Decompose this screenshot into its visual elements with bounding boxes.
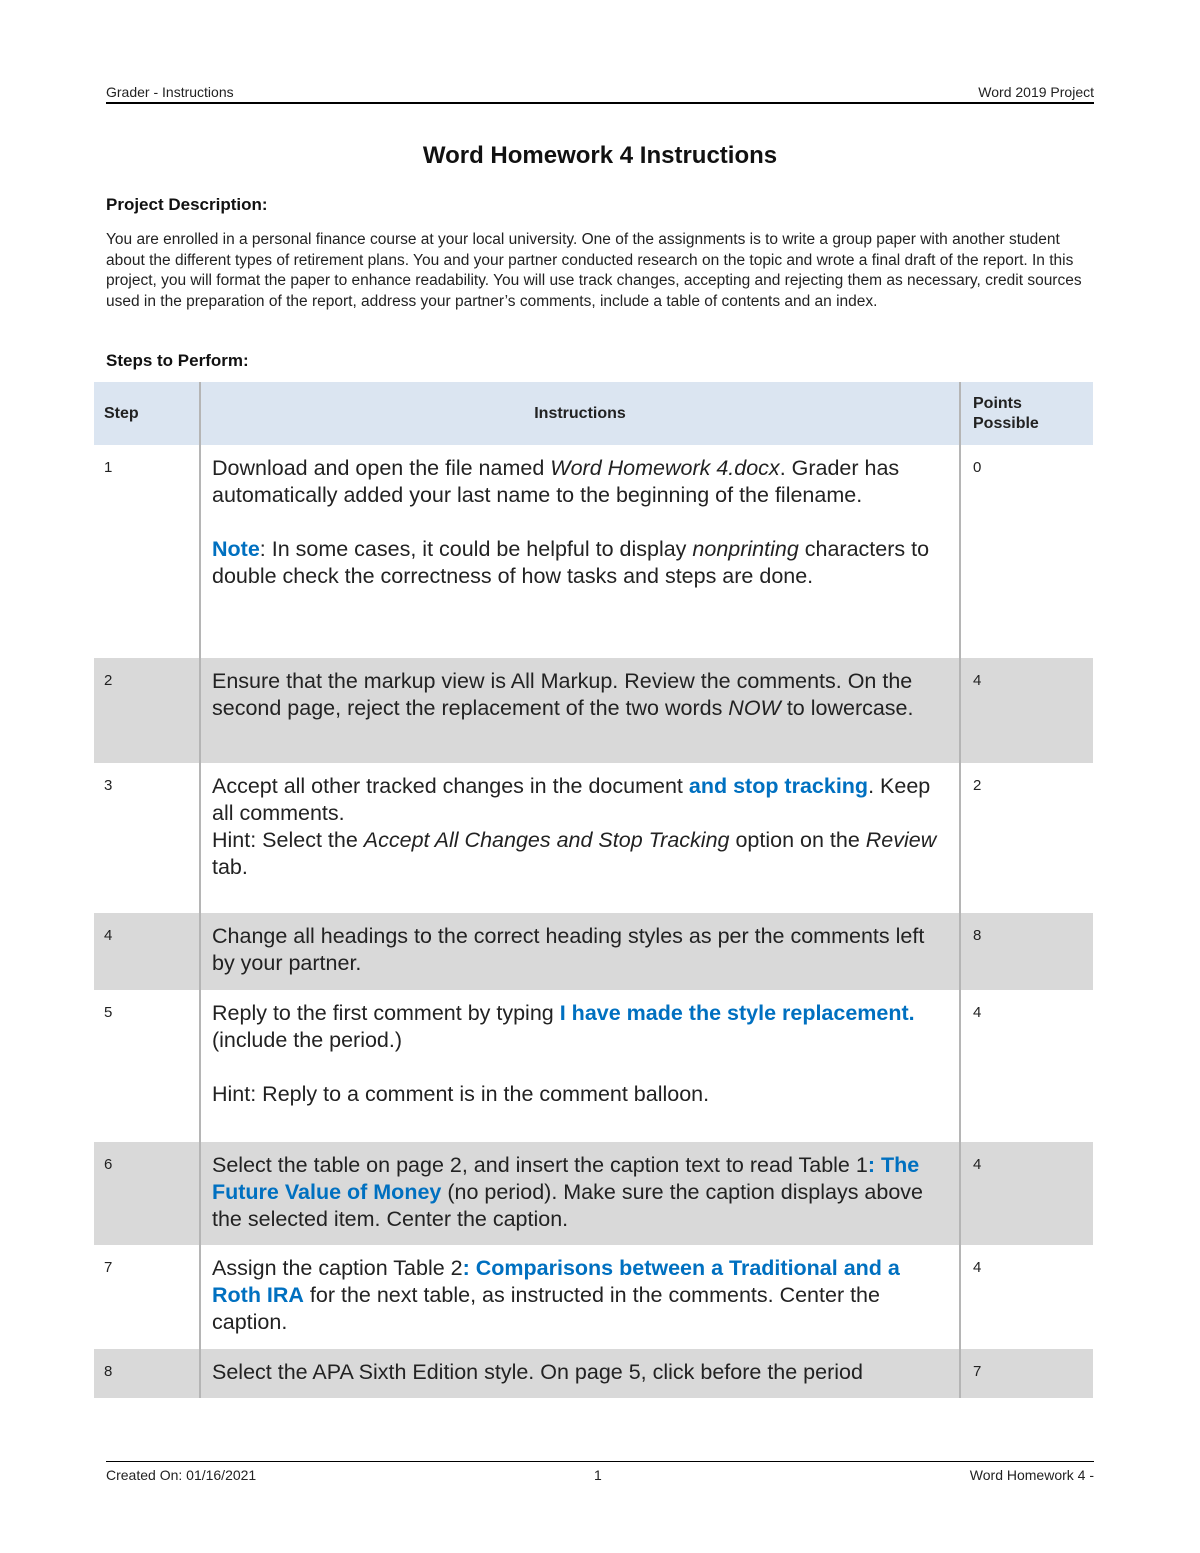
points-column-header: Points Possible (960, 382, 1093, 445)
step-points: 2 (960, 763, 1093, 913)
footer-page-number: 1 (594, 1467, 602, 1483)
document-title: Word Homework 4 Instructions (422, 142, 778, 169)
step-points: 4 (960, 1245, 1093, 1349)
step-column-header: Step (94, 382, 200, 445)
header-right-text: Word 2019 Project (978, 84, 1094, 100)
project-description-text: You are enrolled in a personal finance course at your local university. One of the assignments is to write a group paper with another student about the different types of retirement plans. You and your partner conducted research on the topic and wrote a final draft of the report. In this project, you will format the paper to enhance readability. You will use track changes, accepting and rejecting them as necessary, credit sources used in the preparation of the report, address your partner’s comments, include a table of contents and an index. (106, 231, 1082, 310)
table-row (94, 763, 1093, 913)
step-number: 2 (94, 658, 200, 763)
step-number: 1 (94, 445, 200, 658)
step-number: 5 (94, 990, 200, 1142)
step-points: 4 (960, 990, 1093, 1142)
footer-right-text: Word Homework 4 - (969, 1467, 1094, 1483)
step-instructions: Select the table on page 2, and insert the caption text to read Table 1: The Future Value of Money (no period). Make sure the caption displays above the selected item. Center the caption. (200, 1142, 960, 1245)
table-row (94, 990, 1093, 1142)
step-number: 4 (94, 913, 200, 990)
page-footer (106, 1461, 1094, 1486)
step-instructions: Accept all other tracked changes in the document and stop tracking. Keep all comments. Hint: Select the Accept All Changes and Stop Tracking option on the Review tab. (200, 763, 960, 913)
step-number: 7 (94, 1245, 200, 1349)
table-row (94, 1245, 1093, 1349)
step-points: 7 (960, 1349, 1093, 1398)
step-instructions: Assign the caption Table 2: Comparisons between a Traditional and a Roth IRA for the next table, as instructed in the comments. Center the caption. (200, 1245, 960, 1349)
page-header (106, 82, 1094, 104)
step-points: 4 (960, 1142, 1093, 1245)
footer-created-on: Created On: 01/16/2021 (106, 1467, 257, 1483)
step-points: 0 (960, 445, 1093, 658)
step-points: 8 (960, 913, 1093, 990)
step-instructions: Download and open the file named Word Homework 4.docx. Grader has automatically added your last name to the beginning of the filename. Note: In some cases, it could be helpful to display nonprinting characters to double check the correctness of how tasks and steps are done. (200, 445, 960, 658)
instructions-column-header: Instructions (200, 382, 960, 445)
header-left-text: Grader - Instructions (106, 84, 234, 100)
step-number: 3 (94, 763, 200, 913)
steps-table (94, 382, 1093, 1398)
table-row (94, 913, 1093, 990)
steps-heading: Steps to Perform: (106, 351, 249, 370)
table-row (94, 445, 1093, 658)
step-instructions: Change all headings to the correct heading styles as per the comments left by your partner. (200, 913, 960, 990)
step-instructions: Reply to the first comment by typing I have made the style replacement. (include the period.) Hint: Reply to a comment is in the comment balloon. (200, 990, 960, 1142)
step-instructions: Select the APA Sixth Edition style. On page 5, click before the period (200, 1349, 960, 1398)
table-header-row (94, 382, 1093, 445)
step-instructions: Ensure that the markup view is All Markup. Review the comments. On the second page, reject the replacement of the two words NOW to lowercase. (200, 658, 960, 763)
project-description-heading: Project Description: (106, 195, 268, 214)
step-number: 8 (94, 1349, 200, 1398)
table-row (94, 1349, 1093, 1398)
table-row (94, 658, 1093, 763)
step-number: 6 (94, 1142, 200, 1245)
table-row (94, 1142, 1093, 1245)
step-points: 4 (960, 658, 1093, 763)
